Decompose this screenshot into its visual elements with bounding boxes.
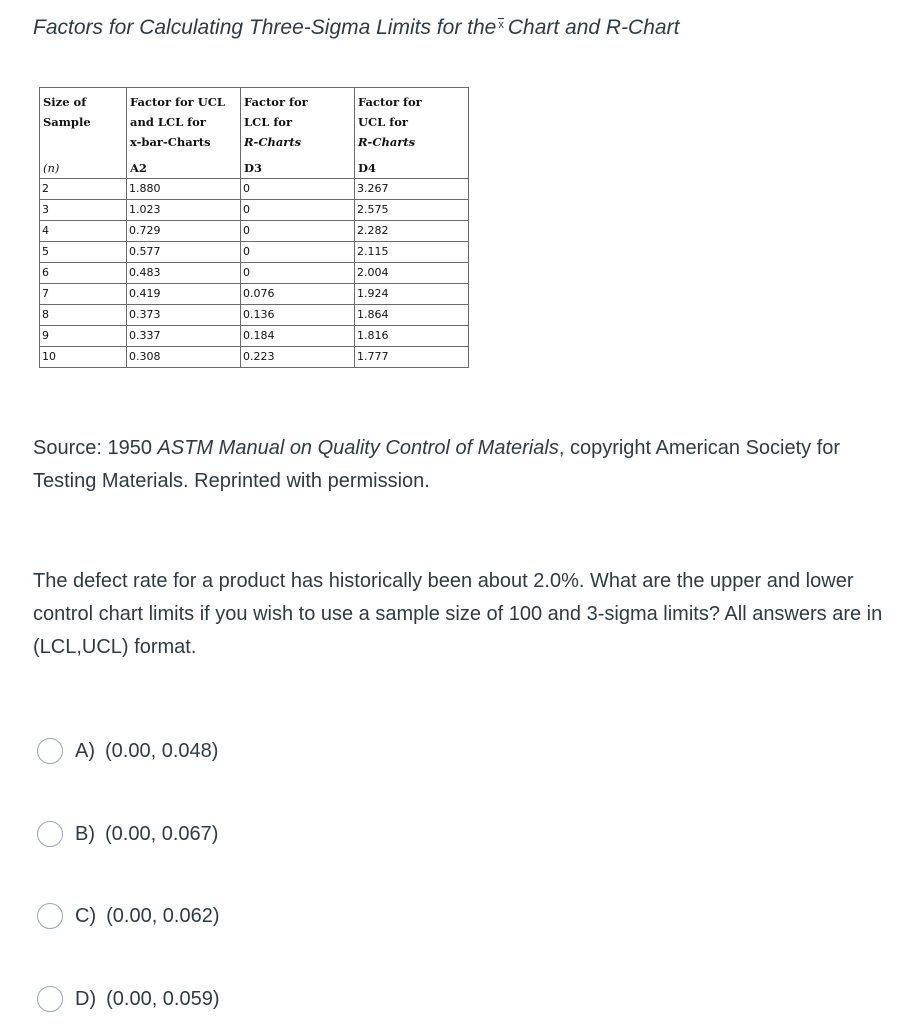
- option-a[interactable]: [37, 736, 218, 766]
- table-cell: 1.880: [127, 179, 241, 200]
- table-row: [40, 347, 469, 368]
- option-d-text: (0.00, 0.059): [106, 987, 220, 1010]
- table-cell: 0.337: [127, 326, 241, 347]
- table-cell: 0.223: [241, 347, 355, 368]
- table-cell: 4: [40, 221, 127, 242]
- symbol-d3: D3: [241, 158, 355, 179]
- option-a-letter: A): [75, 739, 95, 762]
- table-cell: 1.023: [127, 200, 241, 221]
- table-cell: 2.004: [355, 263, 469, 284]
- table-cell: 8: [40, 305, 127, 326]
- table-cell: 2.115: [355, 242, 469, 263]
- table-row: [40, 326, 469, 347]
- table-header-row: [40, 88, 469, 159]
- table-cell: 2.575: [355, 200, 469, 221]
- xbar-symbol: x: [498, 19, 504, 31]
- radio-button-c[interactable]: [37, 903, 63, 929]
- table-symbol-row: [40, 158, 469, 179]
- option-c-text: (0.00, 0.062): [106, 904, 220, 927]
- radio-button-b[interactable]: [37, 821, 63, 847]
- option-c[interactable]: [37, 901, 220, 931]
- option-c-letter: C): [75, 904, 97, 927]
- table-cell: 1.864: [355, 305, 469, 326]
- table-row: [40, 179, 469, 200]
- table-cell: 0: [241, 263, 355, 284]
- table-cell: 6: [40, 263, 127, 284]
- table-cell: 10: [40, 347, 127, 368]
- header-sample-size: Size of Sample: [40, 88, 127, 159]
- option-d[interactable]: [37, 984, 220, 1014]
- source-citation: Source: 1950 ASTM Manual on Quality Control of Materials, copyright American Society for Testing Materials. Reprinted with permission.: [33, 437, 841, 492]
- table-row: [40, 221, 469, 242]
- table-cell: 0: [241, 179, 355, 200]
- option-d-letter: D): [75, 987, 97, 1010]
- table-cell: 0.483: [127, 263, 241, 284]
- table-cell: 0: [241, 242, 355, 263]
- question-text: The defect rate for a product has historically been about 2.0%. What are the upper and lower control chart limits if you wish to use a sample size of 100 and 3-sigma limits? All answers are in (LCL,UCL) format.: [33, 570, 883, 658]
- table-cell: 0.076: [241, 284, 355, 305]
- option-b-letter: B): [75, 822, 95, 845]
- option-a-text: (0.00, 0.048): [105, 739, 219, 762]
- factors-table: [39, 87, 469, 368]
- question-title: [33, 16, 679, 40]
- table-cell: 3: [40, 200, 127, 221]
- title-prefix: Factors for Calculating Three-Sigma Limits for the: [33, 16, 497, 39]
- radio-button-a[interactable]: [37, 738, 63, 764]
- symbol-n: (n): [40, 158, 127, 179]
- table-cell: 0.577: [127, 242, 241, 263]
- table-row: [40, 263, 469, 284]
- table-row: [40, 305, 469, 326]
- table-cell: 0.419: [127, 284, 241, 305]
- table-cell: 2.282: [355, 221, 469, 242]
- table-cell: 5: [40, 242, 127, 263]
- table-cell: 1.816: [355, 326, 469, 347]
- source-title: ASTM Manual on Quality Control of Materials: [157, 437, 559, 459]
- table-cell: 0.373: [127, 305, 241, 326]
- table-cell: 1.924: [355, 284, 469, 305]
- table-cell: 0.136: [241, 305, 355, 326]
- symbol-d4: D4: [355, 158, 469, 179]
- title-suffix: Chart and R-Chart: [507, 16, 680, 39]
- table-cell: 0: [241, 200, 355, 221]
- table-body: [40, 179, 469, 368]
- table-cell: 0.308: [127, 347, 241, 368]
- table-row: [40, 284, 469, 305]
- table-cell: 0.184: [241, 326, 355, 347]
- table-cell: 9: [40, 326, 127, 347]
- table-cell: 3.267: [355, 179, 469, 200]
- symbol-a2: A2: [127, 158, 241, 179]
- table-cell: 1.777: [355, 347, 469, 368]
- radio-button-d[interactable]: [37, 986, 63, 1012]
- table-cell: 0: [241, 221, 355, 242]
- header-a2: Factor for UCL and LCL for x-bar-Charts: [127, 88, 241, 159]
- header-d4: Factor for UCL for R-Charts: [355, 88, 469, 159]
- option-b[interactable]: [37, 819, 218, 849]
- table-row: [40, 242, 469, 263]
- table-row: [40, 200, 469, 221]
- table-cell: 7: [40, 284, 127, 305]
- table-cell: 2: [40, 179, 127, 200]
- header-d3: Factor for LCL for R-Charts: [241, 88, 355, 159]
- option-b-text: (0.00, 0.067): [105, 822, 219, 845]
- table-cell: 0.729: [127, 221, 241, 242]
